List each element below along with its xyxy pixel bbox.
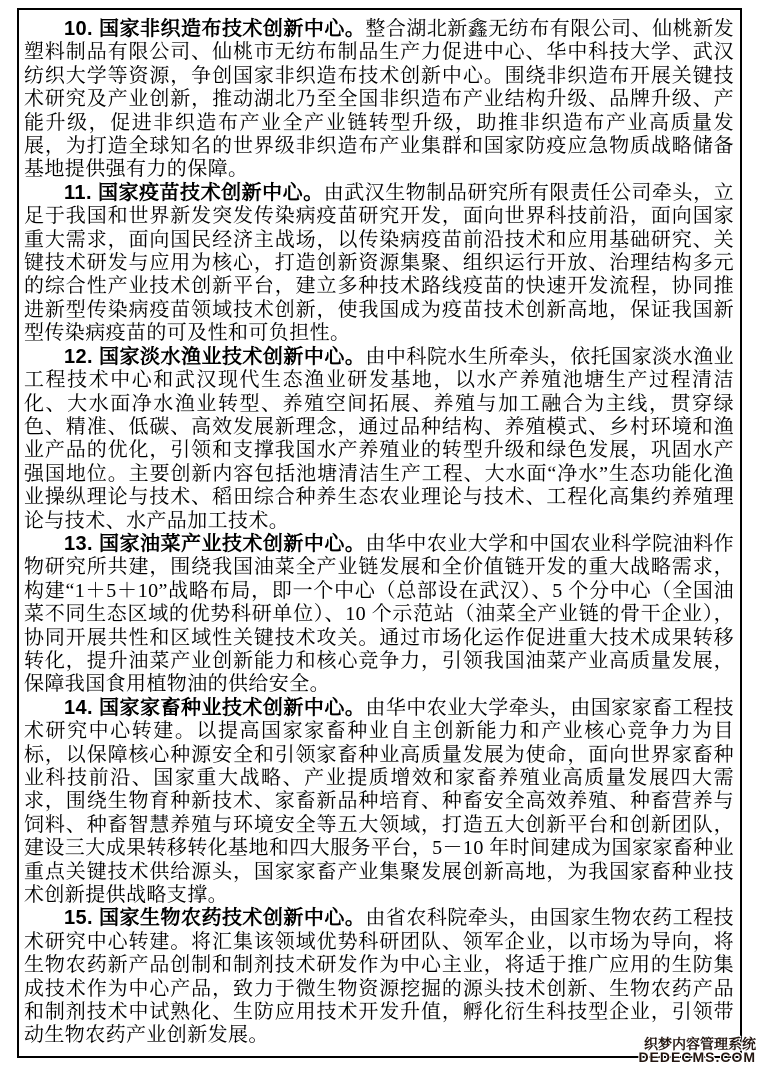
- watermark-line-cn: 织梦内容管理系统: [644, 1036, 756, 1052]
- paragraph-heading: 10. 国家非织造布技术创新中心。: [64, 18, 366, 40]
- paragraph-body: 由省农科院牵头，由国家生物农药工程技术研究中心转建。将汇集该领域优势科研团队、领军企业，以市场为导向，将生物农药新产品创制和制剂技术研发作为中心主业，将适于推广应用的生防集成技术作为中心产品，致力于微生物资源挖掘的源头技术创新、生物农药产品和制剂技术中试熟化、生防应用技术开发升值，孵化衍生科技型企业，引领带动生物农药产业创新发展。: [24, 907, 734, 1047]
- paragraph-heading: 11. 国家疫苗技术创新中心。: [64, 181, 324, 204]
- paragraph-heading: 13. 国家油菜产业技术创新中心。: [64, 532, 366, 555]
- paragraph-body: 由中科院水生所牵头，依托国家淡水渔业工程技术中心和武汉现代生态渔业研发基地，以水产养殖池塘生产过程清洁化、大水面净水渔业转型、养殖空间拓展、养殖与加工融合为主线，贯穿绿色、精准、低碳、高效发展新理念，通过品种结构、养殖模式、乡村环境和渔业产品的优化，引领和支撑我国水产养殖业的转型升级和绿色发展，巩固水产强国地位。主要创新内容包括池塘清洁生产工程、大水面“净水”生态功能化渔业操纵理论与技术、稻田综合种养生态农业理论与技术、工程化高集约养殖理论与技术、水产品加工技术。: [24, 345, 734, 532]
- paragraph: [24, 346, 734, 533]
- paragraph-body: 由武汉生物制品研究所有限责任公司牵头，立足于我国和世界新发突发传染病疫苗研究开发，面向世界科技前沿，面向国家重大需求，面向国民经济主战场，以传染病疫苗前沿技术和应用基础研究、关键技术研发与应用为核心，打造创新资源集聚、组织运行开放、治理结构多元的综合性产业技术创新平台，建立多种技术路线疫苗的快速开发流程，协同推进新型传染病疫苗领域技术创新，使我国成为疫苗技术创新高地，保证我国新型传染病疫苗的可及性和可负担性。: [24, 181, 734, 345]
- paragraph-heading: 15. 国家生物农药技术创新中心。: [64, 907, 366, 930]
- paragraph-heading: 12. 国家淡水渔业技术创新中心。: [64, 345, 366, 368]
- paragraph: [24, 697, 734, 908]
- paragraph: [24, 182, 734, 346]
- paragraph: [24, 18, 734, 182]
- watermark-line-en: DEDECMS.COM: [638, 1049, 756, 1065]
- paragraph-body: 由华中农业大学牵头，由国家家畜工程技术研究中心转建。以提高国家家畜种业自主创新能力和产业核心竞争力为目标，以保障核心种源安全和引领家畜种业高质量发展为使命，面向世界家畜种业科技前沿、国家重大战略、产业提质增效和家畜养殖业高质量发展四大需求，围绕生物育种新技术、家畜新品种培育、种畜安全高效养殖、种畜营养与饲料、种畜智慧养殖与环境安全等五大领域，打造五大创新平台和创新团队，建设三大成果转移转化基地和四大服务平台，5－10 年时间建成为国家家畜种业重点关键技术供给源头，国家家畜产业集聚发展创新高地，为我国家畜种业技术创新提供战略支撑。: [24, 696, 734, 907]
- paragraph-body: 整合湖北新鑫无纺布有限公司、仙桃新发塑料制品有限公司、仙桃市无纺布制品生产力促进中心、华中科技大学、武汉纺织大学等资源，争创国家非织造布技术创新中心。围绕非织造布开展关键技术研究及产业创新，推动湖北乃至全国非织造布产业结构升级、品牌升级、产能升级，促进非织造布产业全产业链转型升级，助推非织造布产业高质量发展，为打造全球知名的世界级非织造布产业集群和国家防疫应急物质战略储备基地提供强有力的保障。: [24, 18, 734, 181]
- document-border: [17, 8, 742, 1058]
- paragraph: [24, 533, 734, 697]
- document-body: [24, 18, 734, 1048]
- paragraph-heading: 14. 国家家畜种业技术创新中心。: [64, 696, 366, 719]
- watermark: [638, 1038, 756, 1064]
- paragraph-body: 由华中农业大学和中国农业科学院油料作物研究所共建，围绕我国油菜全产业链发展和全价值链开发的重大战略需求，构建“1＋5＋10”战略布局，即一个中心（总部设在武汉）、5 个分中心（全国油菜不同生态区域的优势科研单位）、10 个示范站（油菜全产业链的骨干企业），协同开展共性和区域性关键技术攻关。通过市场化运作促进重大技术成果转移转化，提升油菜产业创新能力和核心竞争力，引领我国油菜产业高质量发展，保障我国食用植物油的供给安全。: [24, 532, 734, 696]
- paragraph: [24, 907, 734, 1047]
